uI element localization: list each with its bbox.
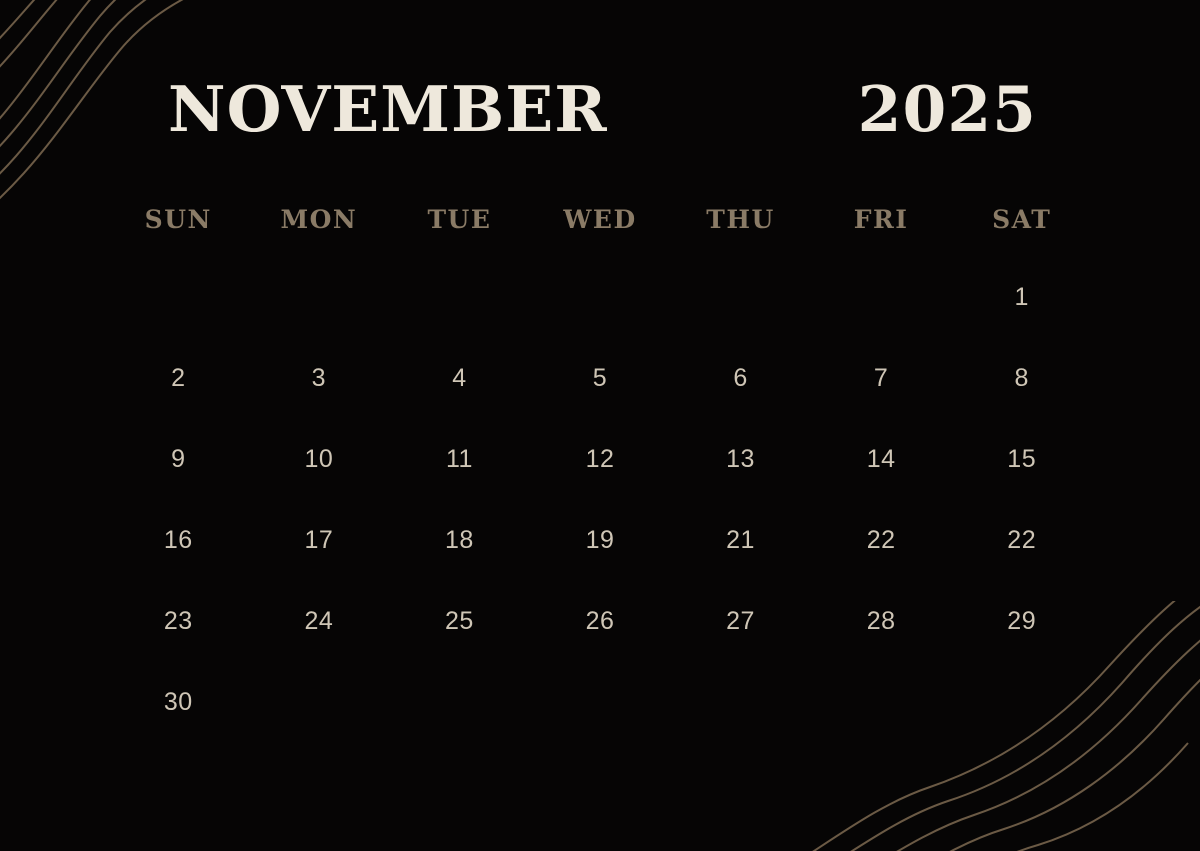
day-cell[interactable]: 25: [445, 607, 474, 635]
day-cell[interactable]: 7: [873, 364, 889, 392]
day-cell-empty: [249, 257, 390, 338]
day-cell[interactable]: 24: [304, 607, 334, 635]
day-cell[interactable]: 28: [866, 607, 896, 635]
day-cell[interactable]: 18: [445, 526, 474, 554]
weekday-header: THU: [706, 205, 775, 234]
day-cell[interactable]: 6: [733, 364, 748, 392]
calendar-grid: [108, 205, 1092, 743]
day-cell[interactable]: 2: [171, 364, 186, 392]
weekday-header: TUE: [427, 205, 492, 234]
weekday-header: MON: [280, 205, 358, 234]
weekday-header: FRI: [853, 205, 909, 234]
day-cell-empty: [811, 257, 952, 338]
year-title: 2025: [857, 72, 1037, 146]
day-cell[interactable]: 16: [163, 526, 193, 554]
day-cell[interactable]: 8: [1014, 364, 1029, 392]
day-cell[interactable]: 30: [163, 688, 193, 716]
day-cell[interactable]: 13: [726, 445, 755, 473]
day-cell[interactable]: 11: [445, 445, 473, 473]
day-cell[interactable]: 3: [311, 364, 327, 392]
weekday-header: SUN: [144, 205, 212, 234]
month-title: NOVEMBER: [168, 72, 608, 146]
day-cell[interactable]: 4: [452, 364, 467, 392]
day-cell[interactable]: 5: [592, 364, 608, 392]
weekday-header: SAT: [992, 205, 1052, 234]
day-cell[interactable]: 22: [1007, 526, 1037, 554]
weekday-header: WED: [563, 205, 637, 234]
calendar-header: [0, 72, 1200, 146]
day-cell[interactable]: 1: [1014, 283, 1029, 311]
day-cell[interactable]: 22: [866, 526, 896, 554]
day-cell-empty: [670, 257, 811, 338]
day-cell[interactable]: 17: [304, 526, 334, 554]
day-cell[interactable]: 10: [304, 445, 334, 473]
day-cell-empty: [108, 257, 249, 338]
day-cell[interactable]: 23: [163, 607, 193, 635]
day-cell[interactable]: 29: [1007, 607, 1037, 635]
day-cell[interactable]: 12: [585, 445, 615, 473]
day-cell[interactable]: 9: [171, 445, 186, 473]
day-cell[interactable]: 14: [866, 445, 896, 473]
day-cell-empty: [389, 257, 530, 338]
day-cell[interactable]: 26: [585, 607, 615, 635]
day-cell[interactable]: 19: [585, 526, 615, 554]
day-cell[interactable]: 21: [726, 526, 755, 554]
day-cell[interactable]: 27: [726, 607, 755, 635]
day-cell-empty: [530, 257, 671, 338]
day-cell[interactable]: 15: [1007, 445, 1037, 473]
